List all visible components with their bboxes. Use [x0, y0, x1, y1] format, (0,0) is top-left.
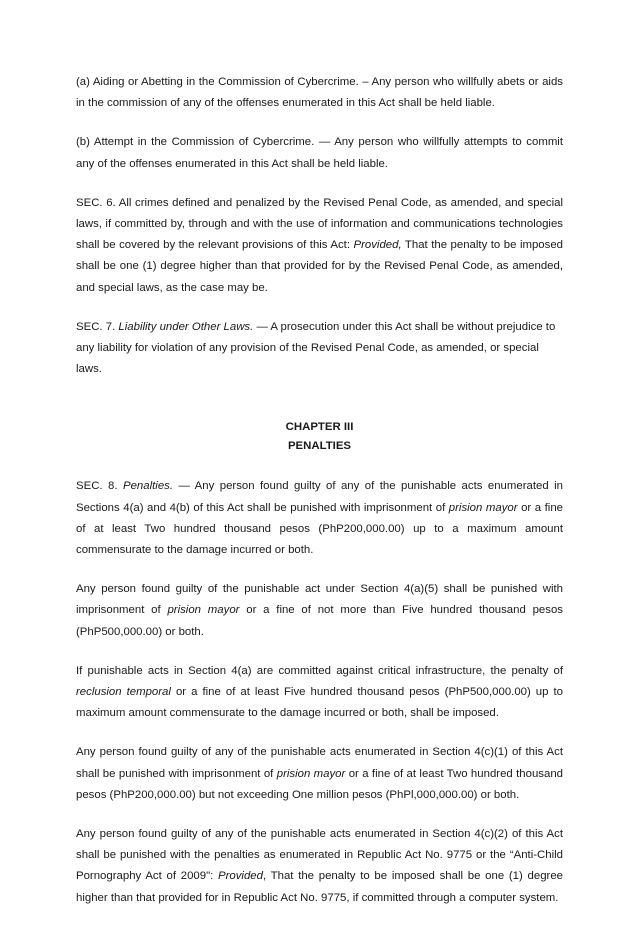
paragraph-attempt: [76, 132, 563, 174]
paragraph-emphasis: Penalties.: [122, 480, 174, 493]
paragraph-emphasis: prision mayor: [448, 501, 518, 514]
paragraph-emphasis: Provided: [218, 870, 263, 883]
paragraph-text: Any person found guilty of any of the punishable acts enumerated in Section 4(c)(2) of this Act shall be punished with the penalties as enumerated in Republic Act No. 9775 or the “Anti-Child Pornography Act of 2009":: [76, 828, 563, 883]
paragraph-text: SEC. 8.: [76, 480, 123, 493]
paragraph-sec-6: [76, 193, 563, 299]
paragraph-text: or a fine of not more than Five hundred thousand pesos (PhP500,000.00) or both.: [76, 604, 563, 638]
paragraph-aiding-abetting: [76, 72, 563, 114]
paragraph-penalty-4c2: [76, 824, 563, 909]
chapter-heading: [76, 418, 563, 456]
paragraph-sec-8: [76, 476, 563, 561]
chapter-number: CHAPTER III: [285, 421, 354, 434]
document-page: [76, 72, 563, 927]
paragraph-penalty-4c1: [76, 742, 563, 806]
paragraph-sec-7: [76, 317, 563, 381]
paragraph-emphasis: reclusion temporal: [76, 686, 171, 699]
paragraph-text: That the penalty to be imposed shall be one (1) degree higher than that provided for by the Revised Penal Code, as amended, and special laws, as the case may be.: [76, 239, 563, 294]
paragraph-text: If punishable acts in Section 4(a) are committed against critical infrastructure, the penalty of: [76, 664, 563, 677]
paragraph-text: — A prosecution under this Act shall be without prejudice to any liability for violation of any provision of the Revised Penal Code, as amended, or special laws.: [76, 320, 556, 376]
paragraph-emphasis: Provided,: [353, 239, 402, 252]
paragraph-emphasis: Liability under Other Laws.: [118, 320, 254, 333]
paragraph-emphasis: prision mayor: [167, 604, 240, 617]
paragraph-text: (b) Attempt in the Commission of Cybercrime. — Any person who willfully attempts to commit any of the offenses enumerated in this Act shall be held liable.: [76, 136, 563, 170]
paragraph-text: (a) Aiding or Abetting in the Commission of Cybercrime. – Any person who willfully abets or aids in the commission of any of the offenses enumerated in this Act shall be held liable.: [76, 76, 563, 110]
paragraph-text: — Any person found guilty of any of the punishable acts enumerated in Sections 4(a) and 4(b) of this Act shall be punished with imprisonment of: [76, 480, 563, 514]
paragraph-text: Any person found guilty of any of the punishable acts enumerated in Section 4(c)(1) of this Act shall be punished with imprisonment of: [76, 746, 563, 780]
paragraph-text: or a fine of at least Two hundred thousand pesos (PhP200,000.00) up to a maximum amount commensurate to the damage incurred or both.: [76, 501, 563, 557]
paragraph-text: SEC. 6. All crimes defined and penalized by the Revised Penal Code, as amended, and special laws, if committed by, through and with the use of information and communications technologies shall be covered by the relevant provisions of this Act:: [76, 196, 563, 252]
paragraph-text: Any person found guilty of the punishable act under Section 4(a)(5) shall be punished with imprisonment of: [76, 583, 563, 617]
paragraph-text: , That the penalty to be imposed shall be one (1) degree higher than that provided for in Republic Act No. 9775, if committed through a computer system.: [76, 870, 564, 904]
paragraph-emphasis: prision mayor: [276, 767, 346, 780]
paragraph-penalty-critical-infrastructure: [76, 661, 563, 725]
paragraph-text: SEC. 7.: [76, 320, 119, 333]
paragraph-text: or a fine of at least Two hundred thousand pesos (PhP200,000.00) but not exceeding One million pesos (PhPl,000,000.00) or both.: [76, 767, 563, 801]
paragraph-text: or a fine of at least Five hundred thousand pesos (PhP500,000.00) up to maximum amount commensurate to the damage incurred or both, shall be imposed.: [76, 686, 563, 720]
chapter-title: PENALTIES: [287, 440, 352, 453]
paragraph-penalty-4a5: [76, 579, 563, 643]
